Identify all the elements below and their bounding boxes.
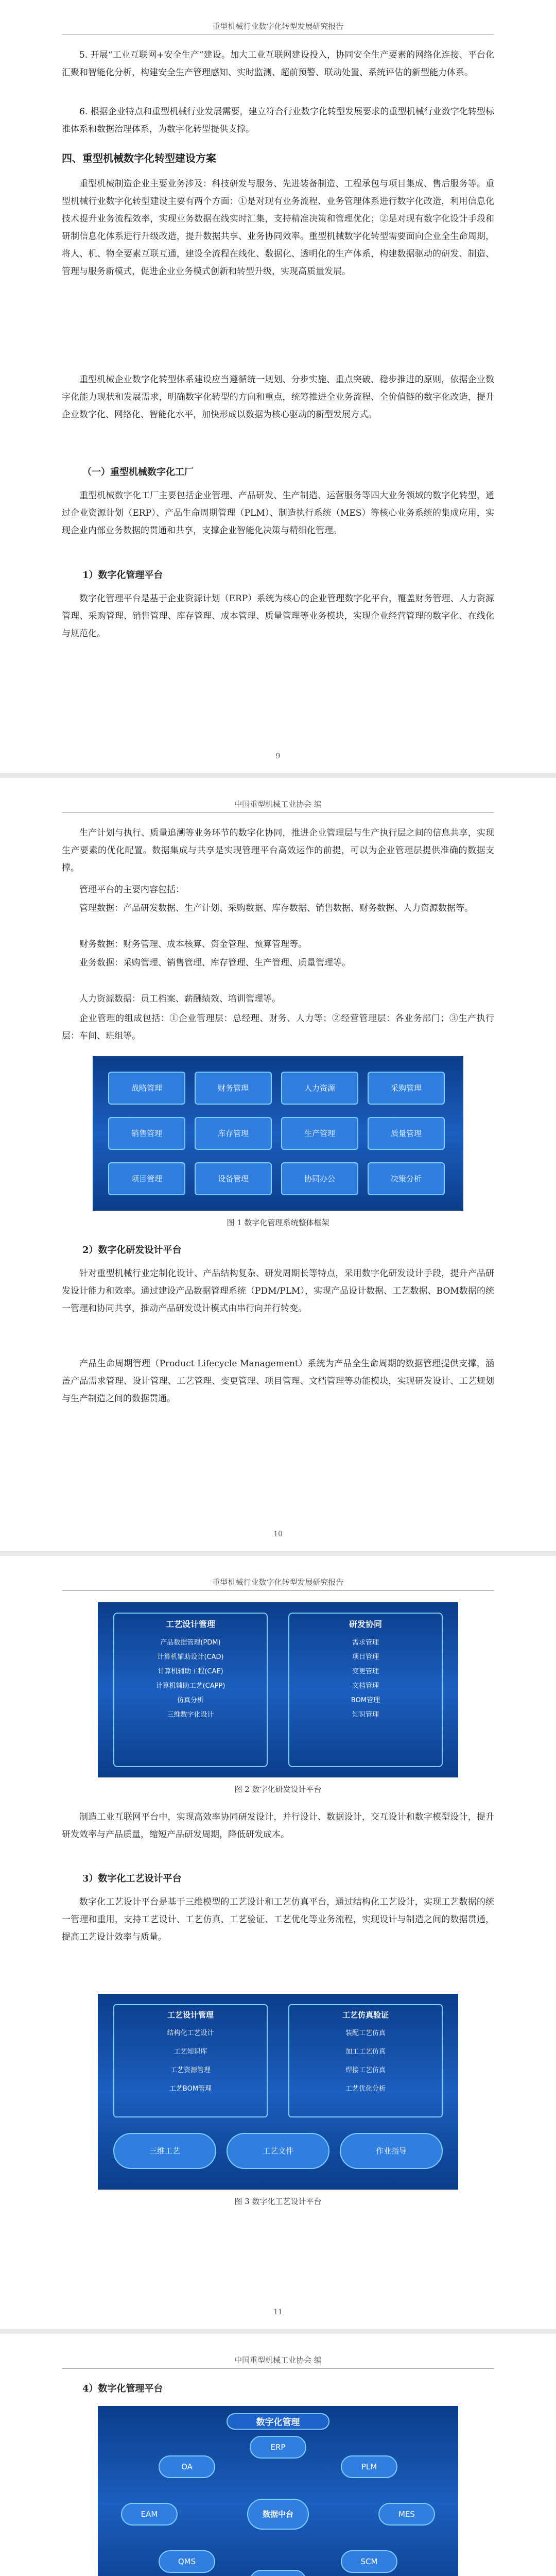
process-left-title: 工艺设计管理 [167, 2010, 214, 2020]
management-module-box: 设备管理 [195, 1162, 272, 1195]
process-left-panel [113, 2004, 268, 2117]
management-module-box: 质量管理 [368, 1117, 445, 1150]
paragraph: 生产计划与执行、质量追溯等业务环节的数字化协同，推进企业管理层与生产执行层之间的信息共享，实现生产要素的优化配置。数据集成与共享是实现管理平台高效运作的前提，可以为企业管理层提供准确的数据支撑。 [62, 828, 494, 873]
rd-right-line: 文档管理 [352, 1682, 379, 1690]
paragraph: 针对重型机械行业定制化设计、产品结构复杂、研发周期长等特点，采用数字化研发设计手段，提升产品研发设计能力和效率。通过建设产品数据管理系统（PDM/PLM），实现产品设计数据、工艺数据、BOM数据的统一管理和协同共享，推动产品研发设计模式由串行向并行转变。 [62, 1268, 494, 1314]
rd-right-line: 知识管理 [352, 1711, 379, 1719]
paragraph: 企业管理的组成包括：①企业管理层：总经理、财务、人力等；②经营管理层：各业务部门；③生产执行层：车间、班组等。 [62, 1013, 494, 1041]
rd-left-panel [113, 1613, 268, 1767]
management-module-box: 生产管理 [281, 1117, 358, 1150]
paragraph: 重型机械企业数字化转型体系建设应当遵循统一规划、分步实施、重点突破、稳步推进的原则，依据企业数字化能力现状和发展需求，明确数字化转型的方向和重点，统筹推进全业务流程、全价值链的数字化改造，提升企业数字化、网络化、智能化水平，加快形成以数据为核心驱动的新型发展方式。 [62, 375, 494, 420]
management-module-box: 库存管理 [195, 1117, 272, 1150]
management-module-box: 决策分析 [368, 1162, 445, 1195]
rd-left-line: 仿真分析 [177, 1697, 204, 1704]
page-4 [0, 2334, 556, 2576]
subsection-heading: （一）重型机械数字化工厂 [82, 467, 194, 478]
rd-left-line: 产品数据管理(PDM) [160, 1639, 221, 1647]
figure-caption: 图 1 数字化管理系统整体框架 [227, 1218, 329, 1227]
process-right-line: 装配工艺仿真 [345, 2029, 386, 2037]
process-right-title: 工艺仿真验证 [342, 2010, 389, 2020]
rd-left-line: 计算机辅助设计(CAD) [157, 1653, 224, 1661]
management-module-box: 采购管理 [368, 1072, 445, 1105]
page-separator [0, 773, 556, 778]
system-node: EAM [121, 2503, 178, 2526]
paragraph: 5. 开展“工业互联网+安全生产”建设。加大工业互联网建设投入，协同安全生产要素的网络化连接、平台化汇聚和智能化分析，构建安全生产管理感知、实时监测、超前预警、联动处置、系统评估的新型能力体系。 [62, 50, 494, 78]
paragraph: 产品生命周期管理（Product Lifecycle Management）系统为产品全生命周期的数据管理提供支撑，涵盖产品需求管理、设计管理、工艺管理、变更管理、项目管理、文档管理等功能模块，实现研发设计、工艺规划与生产制造之间的数据贯通。 [62, 1359, 494, 1404]
figure-management-framework [93, 1056, 463, 1211]
rd-right-line: BOM管理 [351, 1697, 380, 1704]
paragraph: 6. 根据企业特点和重型机械行业发展需要，建立符合行业数字化转型发展要求的重型机械行业数字化转型标准体系和数据治理体系，为数字化转型提供支撑。 [62, 107, 494, 134]
subsection-heading: 1）数字化管理平台 [82, 570, 163, 581]
process-left-line: 结构化工艺设计 [167, 2029, 214, 2037]
page-2 [0, 778, 556, 1551]
page-number: 10 [273, 1530, 283, 1538]
management-module-box: 销售管理 [108, 1117, 185, 1150]
figure-caption: 图 3 数字化工艺设计平台 [234, 2197, 322, 2206]
process-right-line: 工艺优化分析 [345, 2085, 386, 2093]
management-module-box: 人力资源 [281, 1072, 358, 1105]
list-item: 财务数据：财务管理、成本核算、资金管理、预算管理等。 [79, 939, 307, 950]
system-node: MES [378, 2503, 435, 2526]
figure-process-platform [98, 1994, 458, 2190]
system-node: SCM [341, 2550, 397, 2573]
paragraph: 数字化工艺设计平台是基于三维模型的工艺设计和工艺仿真平台，通过结构化工艺设计，实现工艺数据的统一管理和重用，支持工艺设计、工艺仿真、工艺验证、工艺优化等业务流程，实现设计与制造之间的数据贯通，提高工艺设计效率与质量。 [62, 1897, 494, 1942]
page-number: 9 [275, 752, 281, 760]
rd-right-panel [288, 1613, 443, 1767]
process-right-line: 焊接工艺仿真 [345, 2066, 386, 2074]
list-item: 人力资源数据：员工档案、薪酬绩效、培训管理等。 [79, 994, 281, 1004]
page-1 [0, 0, 556, 773]
system-node: ERP [250, 2436, 306, 2459]
rd-right-line: 需求管理 [352, 1639, 379, 1647]
running-header: 中国重型机械工业协会 编 [62, 799, 494, 813]
running-header: 中国重型机械工业协会 编 [62, 2354, 494, 2369]
running-header: 重型机械行业数字化转型发展研究报告 [62, 1577, 494, 1591]
process-output-box: 三维工艺 [113, 2133, 216, 2169]
management-module-box: 项目管理 [108, 1162, 185, 1195]
data-center-label: 数据中台 [262, 2510, 293, 2519]
paragraph: 重型机械数字化工厂主要包括企业管理、产品研发、生产制造、运营服务等四大业务领域的数字化转型，通过企业资源计划（ERP）、产品生命周期管理（PLM）、制造执行系统（MES）等核心业务系统的集成应用，实现企业内部业务数据的贯通和共享，支撑企业智能化决策与精细化管理。 [62, 490, 494, 536]
page-number: 11 [273, 2308, 283, 2316]
section-heading: 四、重型机械数字化转型建设方案 [62, 152, 216, 164]
rd-left-title: 工艺设计管理 [165, 1619, 215, 1629]
process-right-panel [288, 2004, 443, 2117]
subsection-heading: 4）数字化管理平台 [82, 2383, 163, 2394]
management-module-box: 财务管理 [195, 1072, 272, 1105]
page-3 [0, 1556, 556, 2329]
process-output-box: 作业指导 [340, 2133, 443, 2169]
running-header: 重型机械行业数字化转型发展研究报告 [62, 21, 494, 35]
paragraph: 重型机械制造企业主要业务涉及：科技研发与服务、先进装备制造、工程承包与项目集成、售后服务等。重型机械行业数字化转型建设主要有两个方面：①是对现有业务流程、业务管理体系进行数字化改造，利用信息化技术提升业务流程效率，实现业务数据在线实时汇集，支持精准决策和管理优化；②是对现有数字化设计手段和研制信息化体系进行升级改造，提升数据共享、业务协同效率。重型机械数字化转型需要面向企业全生命周期，将人、机、物全要素互联互通，建设全流程在线化、数据化、透明化的生产体系，构建数据驱动的研发、制造、管理与服务新模式，促进企业业务模式创新和转型升级，实现高质量发展。 [62, 179, 494, 277]
rd-left-line: 三维数字化设计 [167, 1711, 214, 1719]
rd-right-line: 变更管理 [352, 1668, 379, 1675]
system-node [250, 2570, 306, 2576]
management-module-box: 战略管理 [108, 1072, 185, 1105]
system-node: PLM [341, 2455, 397, 2478]
paragraph: 管理平台的主要内容包括： [79, 885, 184, 895]
rd-right-title: 研发协同 [349, 1619, 382, 1629]
process-left-line: 工艺知识库 [173, 2048, 207, 2056]
system-node: QMS [159, 2550, 215, 2573]
rd-left-line: 计算机辅助工艺(CAPP) [155, 1682, 225, 1690]
figure-rd-platform [98, 1602, 458, 1777]
management-module-box: 协同办公 [281, 1162, 358, 1195]
process-right-line: 加工工艺仿真 [345, 2048, 386, 2056]
process-bottom-row [113, 2133, 443, 2174]
system-node: OA [159, 2455, 215, 2478]
process-left-line: 工艺BOM管理 [169, 2085, 212, 2093]
process-output-box: 工艺文件 [227, 2133, 329, 2169]
page-separator [0, 2329, 556, 2334]
rd-right-line: 项目管理 [352, 1653, 379, 1661]
figure-caption: 图 2 数字化研发设计平台 [234, 1785, 322, 1794]
paragraph: 制造工业互联网平台中，实现高效率协同研发设计，并行设计、数据设计，交互设计和数字模型设计，提升研发效率与产品质量，缩短产品研发周期，降低研发成本。 [62, 1812, 494, 1840]
list-item: 管理数据：产品研发数据、生产计划、采购数据、库存数据、销售数据、财务数据、人力资源数据等。 [79, 903, 473, 913]
digital-management-title: 数字化管理 [227, 2413, 329, 2430]
subsection-heading: 3）数字化工艺设计平台 [82, 1873, 182, 1884]
figure-digital-management [98, 2406, 458, 2576]
paragraph: 数字化管理平台是基于企业资源计划（ERP）系统为核心的企业管理数字化平台，覆盖财务管理、人力资源管理、采购管理、销售管理、库存管理、成本管理、质量管理等业务模块，实现企业经营管理的数字化、在线化与规范化。 [62, 594, 494, 639]
process-left-line: 工艺资源管理 [170, 2066, 211, 2074]
rd-left-line: 计算机辅助工程(CAE) [158, 1668, 223, 1675]
subsection-heading: 2）数字化研发设计平台 [82, 1245, 182, 1256]
page-separator [0, 1551, 556, 1556]
data-center-hub [247, 2499, 309, 2530]
list-item: 业务数据：采购管理、销售管理、库存管理、生产管理、质量管理等。 [79, 958, 351, 968]
